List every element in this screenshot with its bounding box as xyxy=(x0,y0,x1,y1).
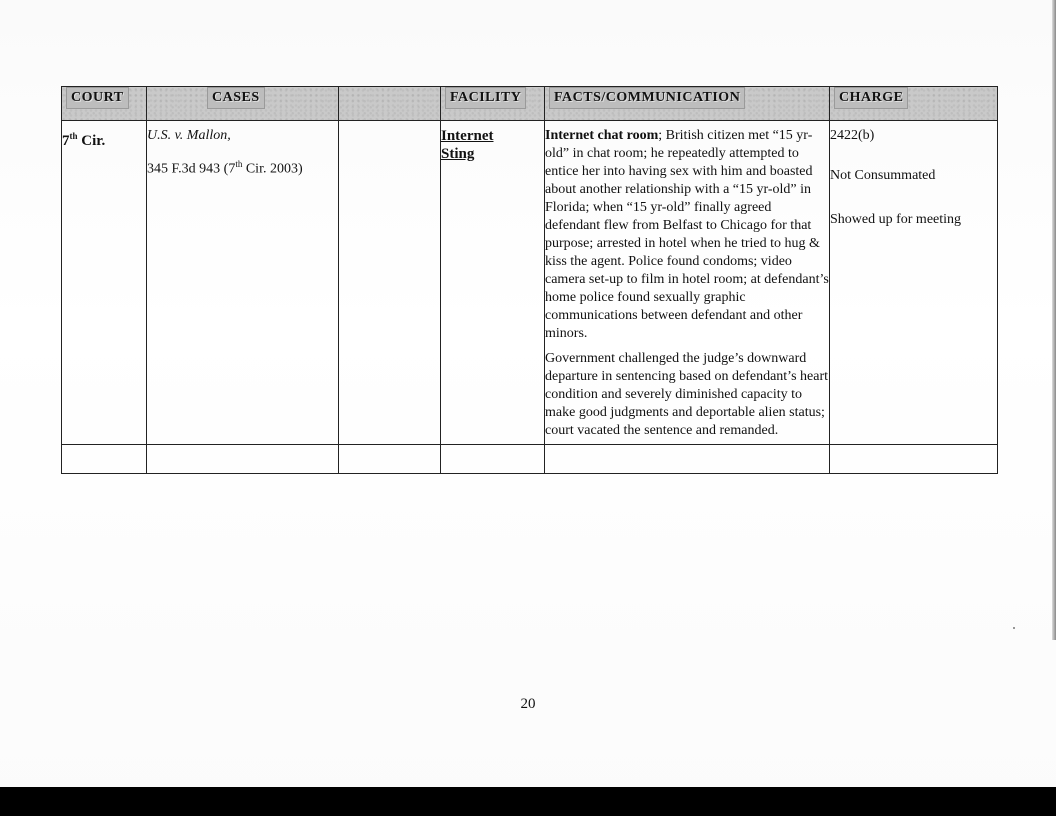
header-cases-label: CASES xyxy=(207,87,265,109)
charge-status: Not Consummated xyxy=(830,168,936,183)
empty-row xyxy=(62,445,998,474)
facility-cell xyxy=(441,121,545,445)
charge-cell xyxy=(830,121,998,445)
case-row xyxy=(62,121,998,445)
header-blank xyxy=(339,87,441,121)
header-court xyxy=(62,87,147,121)
facts-cell xyxy=(545,121,830,445)
header-cases xyxy=(147,87,339,121)
citation-ordinal: th xyxy=(235,159,243,169)
header-charge xyxy=(830,87,998,121)
facility-type xyxy=(441,121,544,163)
court-cell xyxy=(62,121,147,445)
header-facts-label: FACTS/COMMUNICATION xyxy=(549,87,745,109)
facility-line-1: Internet xyxy=(441,128,494,144)
court-name xyxy=(62,121,146,150)
court-suffix: Cir. xyxy=(77,133,106,149)
case-name: U.S. v. Mallon, xyxy=(147,128,231,143)
charge-note: Showed up for meeting xyxy=(830,212,962,227)
facility-line-2: Sting xyxy=(441,146,475,162)
empty-cell xyxy=(441,445,545,474)
empty-cell xyxy=(147,445,339,474)
scan-edge xyxy=(1052,0,1056,640)
case-table xyxy=(61,86,998,474)
header-facility xyxy=(441,87,545,121)
court-number: 7 xyxy=(62,133,70,149)
cases-cell xyxy=(147,121,339,445)
header-charge-label: CHARGE xyxy=(834,87,908,109)
header-facts xyxy=(545,87,830,121)
empty-cell xyxy=(62,445,147,474)
empty-cell xyxy=(830,445,998,474)
scan-bottom-border xyxy=(0,787,1056,816)
facts-body-1: ; British citizen met “15 yr-old” in chat room; he repeatedly attempted to entice her into having sex with him and boasted about another relationship with a “15 yr-old” in Florida; when “15 yr-old” finally agreed defendant flew from Belfast to Chicago for that purpose; arrested in hotel when he tried to hug & kiss the agent. Police found condoms; video camera set-up to film in hotel room; at defendant’s home police found sexually graphic communications between defendant and other minors. xyxy=(545,128,829,341)
page-number: 20 xyxy=(520,696,536,712)
scan-speck xyxy=(1013,627,1015,629)
blank-cell xyxy=(339,121,441,445)
header-row xyxy=(62,87,998,121)
header-court-label: COURT xyxy=(66,87,129,109)
citation-part-b: Cir. 2003) xyxy=(242,161,303,177)
facts-lead: Internet chat room xyxy=(545,128,659,143)
empty-cell xyxy=(339,445,441,474)
header-facility-label: FACILITY xyxy=(445,87,526,109)
facts-paragraph-2: Government challenged the judge’s downward departure in sentencing based on defendant’s heart condition and severely diminished capacity to make good judgments and deportable alien status; court vacated the sentence and remanded. xyxy=(545,351,829,438)
case-citation xyxy=(147,155,338,179)
court-ordinal: th xyxy=(69,131,78,141)
charge-statute: 2422(b) xyxy=(830,128,875,143)
facts-paragraph-1 xyxy=(545,127,829,343)
empty-cell xyxy=(545,445,830,474)
citation-part-a: 345 F.3d 943 (7 xyxy=(147,161,236,177)
